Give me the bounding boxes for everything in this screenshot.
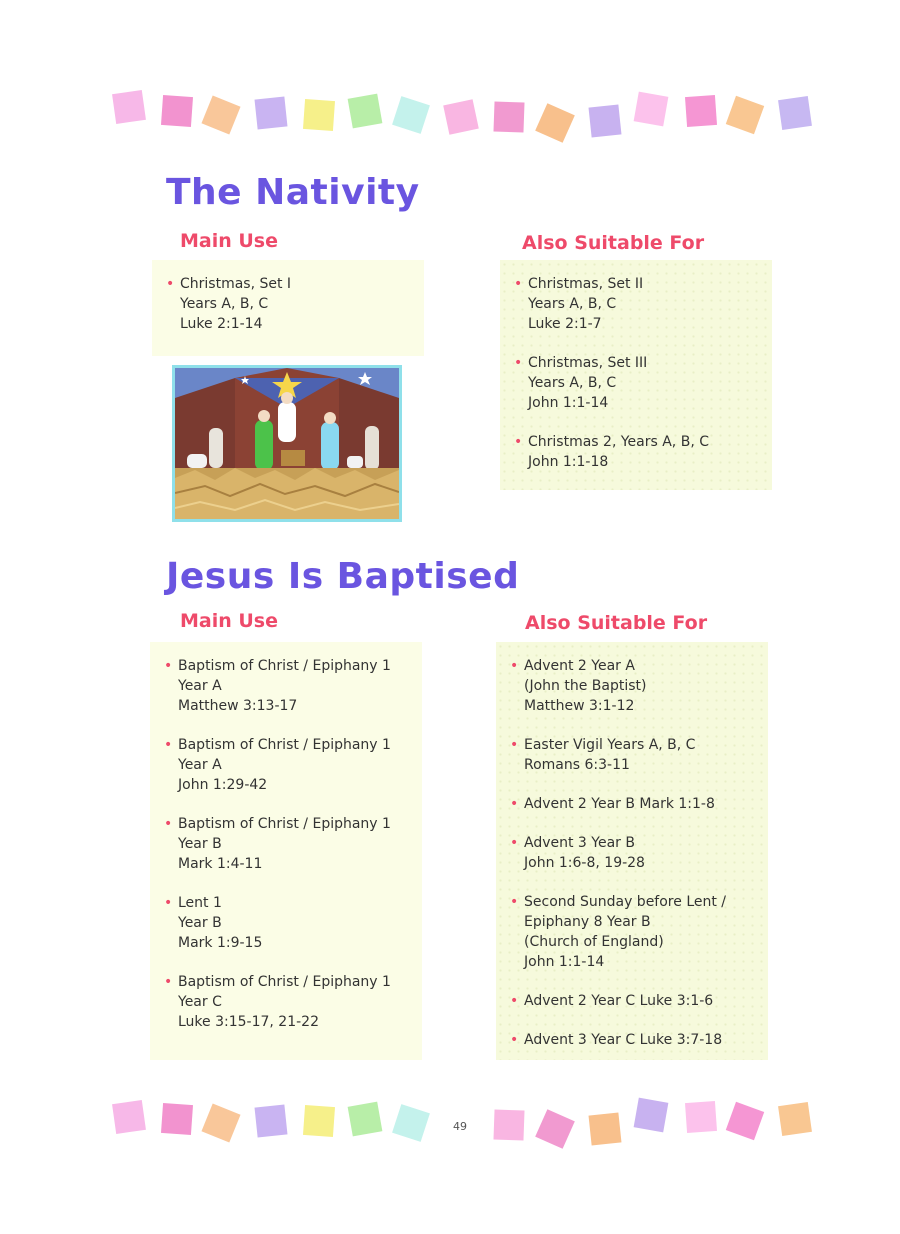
confetti-square [726, 1102, 764, 1140]
entry-line: • Second Sunday before Lent / [524, 894, 727, 910]
nativity-also-suitable-list [514, 274, 758, 472]
nativity-scene-photo [172, 365, 402, 522]
entry-line: John 1:1-14 [528, 395, 609, 411]
nativity-also-suitable-box [500, 260, 772, 490]
figure-joseph [255, 420, 273, 470]
confetti-square [112, 90, 146, 124]
entry-line: • Advent 2 Year C Luke 3:1-6 [524, 993, 714, 1009]
entry-line: Matthew 3:1-12 [524, 698, 635, 714]
confetti-square [726, 96, 764, 134]
confetti-square [685, 95, 717, 127]
confetti-square [589, 1113, 622, 1146]
list-item [514, 274, 758, 334]
list-item [164, 893, 408, 953]
confetti-square [634, 1098, 669, 1133]
baptised-main-use-heading: Main Use [180, 610, 279, 632]
baptised-main-use-list [164, 656, 408, 1032]
entry-line: • Baptism of Christ / Epiphany 1 [178, 737, 391, 753]
entry-line: John 1:6-8, 19-28 [524, 855, 645, 871]
list-item [510, 1030, 754, 1050]
figure-shepherd [209, 428, 223, 468]
list-item [510, 991, 754, 1011]
baptised-also-suitable-box [496, 642, 768, 1060]
entry-line: John 1:1-18 [528, 454, 609, 470]
entry-line: • Christmas, Set II [528, 276, 644, 292]
entry-line: • Baptism of Christ / Epiphany 1 [178, 658, 391, 674]
figure-sheep [347, 456, 363, 468]
entry-line: • Christmas, Set III [528, 355, 648, 371]
entry-line: • Easter Vigil Years A, B, C [524, 737, 696, 753]
nativity-also-suitable-heading: Also Suitable For [522, 232, 705, 254]
confetti-square [201, 1103, 240, 1142]
figure-mary [321, 422, 339, 470]
list-item [514, 353, 758, 413]
entry-line: Romans 6:3-11 [524, 757, 630, 773]
list-item [164, 735, 408, 795]
list-item [514, 432, 758, 472]
confetti-square [348, 94, 383, 129]
confetti-square [535, 103, 575, 143]
list-item [510, 656, 754, 716]
entry-line: • Lent 1 [178, 895, 222, 911]
confetti-square [493, 101, 524, 132]
confetti-square [201, 95, 240, 134]
list-item [510, 892, 754, 972]
confetti-border-top [0, 80, 900, 140]
entry-line: • Baptism of Christ / Epiphany 1 [178, 974, 391, 990]
entry-line: Year A [178, 757, 222, 773]
baptised-main-use-box [150, 642, 422, 1060]
confetti-square [493, 1109, 524, 1140]
list-item [166, 274, 410, 334]
confetti-square [392, 1104, 430, 1142]
entry-line: • Christmas 2, Years A, B, C [528, 434, 709, 450]
confetti-square [392, 96, 430, 134]
nativity-scene-illustration [175, 368, 399, 519]
nativity-main-use-box [152, 260, 424, 356]
entry-line: Luke 3:15-17, 21-22 [178, 1014, 319, 1030]
entry-line: • Baptism of Christ / Epiphany 1 [178, 816, 391, 832]
entry-line: (Church of England) [524, 934, 664, 950]
figure-angel [278, 402, 296, 442]
confetti-square [634, 92, 669, 127]
confetti-square [589, 105, 622, 138]
figure-wise-man [365, 426, 379, 470]
entry-line: Years A, B, C [528, 296, 617, 312]
figure-sheep [187, 454, 207, 468]
confetti-square [303, 1105, 335, 1137]
entry-line: Years A, B, C [180, 296, 269, 312]
entry-line: • Advent 3 Year C Luke 3:7-18 [524, 1032, 723, 1048]
entry-line: John 1:29-42 [178, 777, 268, 793]
confetti-square [535, 1109, 575, 1149]
entry-line: Mark 1:9-15 [178, 935, 263, 951]
entry-line: (John the Baptist) [524, 678, 647, 694]
nativity-main-use-heading: Main Use [180, 230, 279, 252]
entry-line: Matthew 3:13-17 [178, 698, 298, 714]
entry-line: Epiphany 8 Year B [524, 914, 651, 930]
nativity-main-use-list [166, 274, 410, 334]
confetti-square [348, 1102, 383, 1137]
list-item [510, 794, 754, 814]
section-title-nativity: The Nativity [166, 172, 420, 213]
entry-line: Luke 2:1-14 [180, 316, 263, 332]
entry-line: Years A, B, C [528, 375, 617, 391]
entry-line: • Christmas, Set I [180, 276, 292, 292]
entry-line: Year A [178, 678, 222, 694]
page-number: 49 [453, 1120, 467, 1133]
entry-line: John 1:1-14 [524, 954, 605, 970]
list-item [510, 735, 754, 775]
list-item [164, 814, 408, 874]
confetti-square [255, 1105, 288, 1138]
entry-line: Luke 2:1-7 [528, 316, 602, 332]
confetti-square [161, 1103, 193, 1135]
baptised-also-suitable-list [510, 656, 754, 1050]
confetti-square [778, 96, 812, 130]
list-item [510, 833, 754, 873]
baptised-also-suitable-heading: Also Suitable For [525, 612, 708, 634]
confetti-square [303, 99, 335, 131]
entry-line: Year B [178, 915, 222, 931]
list-item [164, 972, 408, 1032]
entry-line: Year B [178, 836, 222, 852]
confetti-square [685, 1101, 717, 1133]
entry-line: • Advent 3 Year B [524, 835, 635, 851]
confetti-square [255, 97, 288, 130]
entry-line: Year C [178, 994, 222, 1010]
manger [281, 450, 305, 466]
list-item [164, 656, 408, 716]
entry-line: Mark 1:4-11 [178, 856, 263, 872]
entry-line: • Advent 2 Year B Mark 1:1-8 [524, 796, 715, 812]
confetti-square [778, 1102, 812, 1136]
entry-line: • Advent 2 Year A [524, 658, 635, 674]
confetti-square [112, 1100, 146, 1134]
confetti-square [443, 99, 479, 135]
section-title-baptised: Jesus Is Baptised [166, 556, 520, 597]
confetti-square [161, 95, 193, 127]
